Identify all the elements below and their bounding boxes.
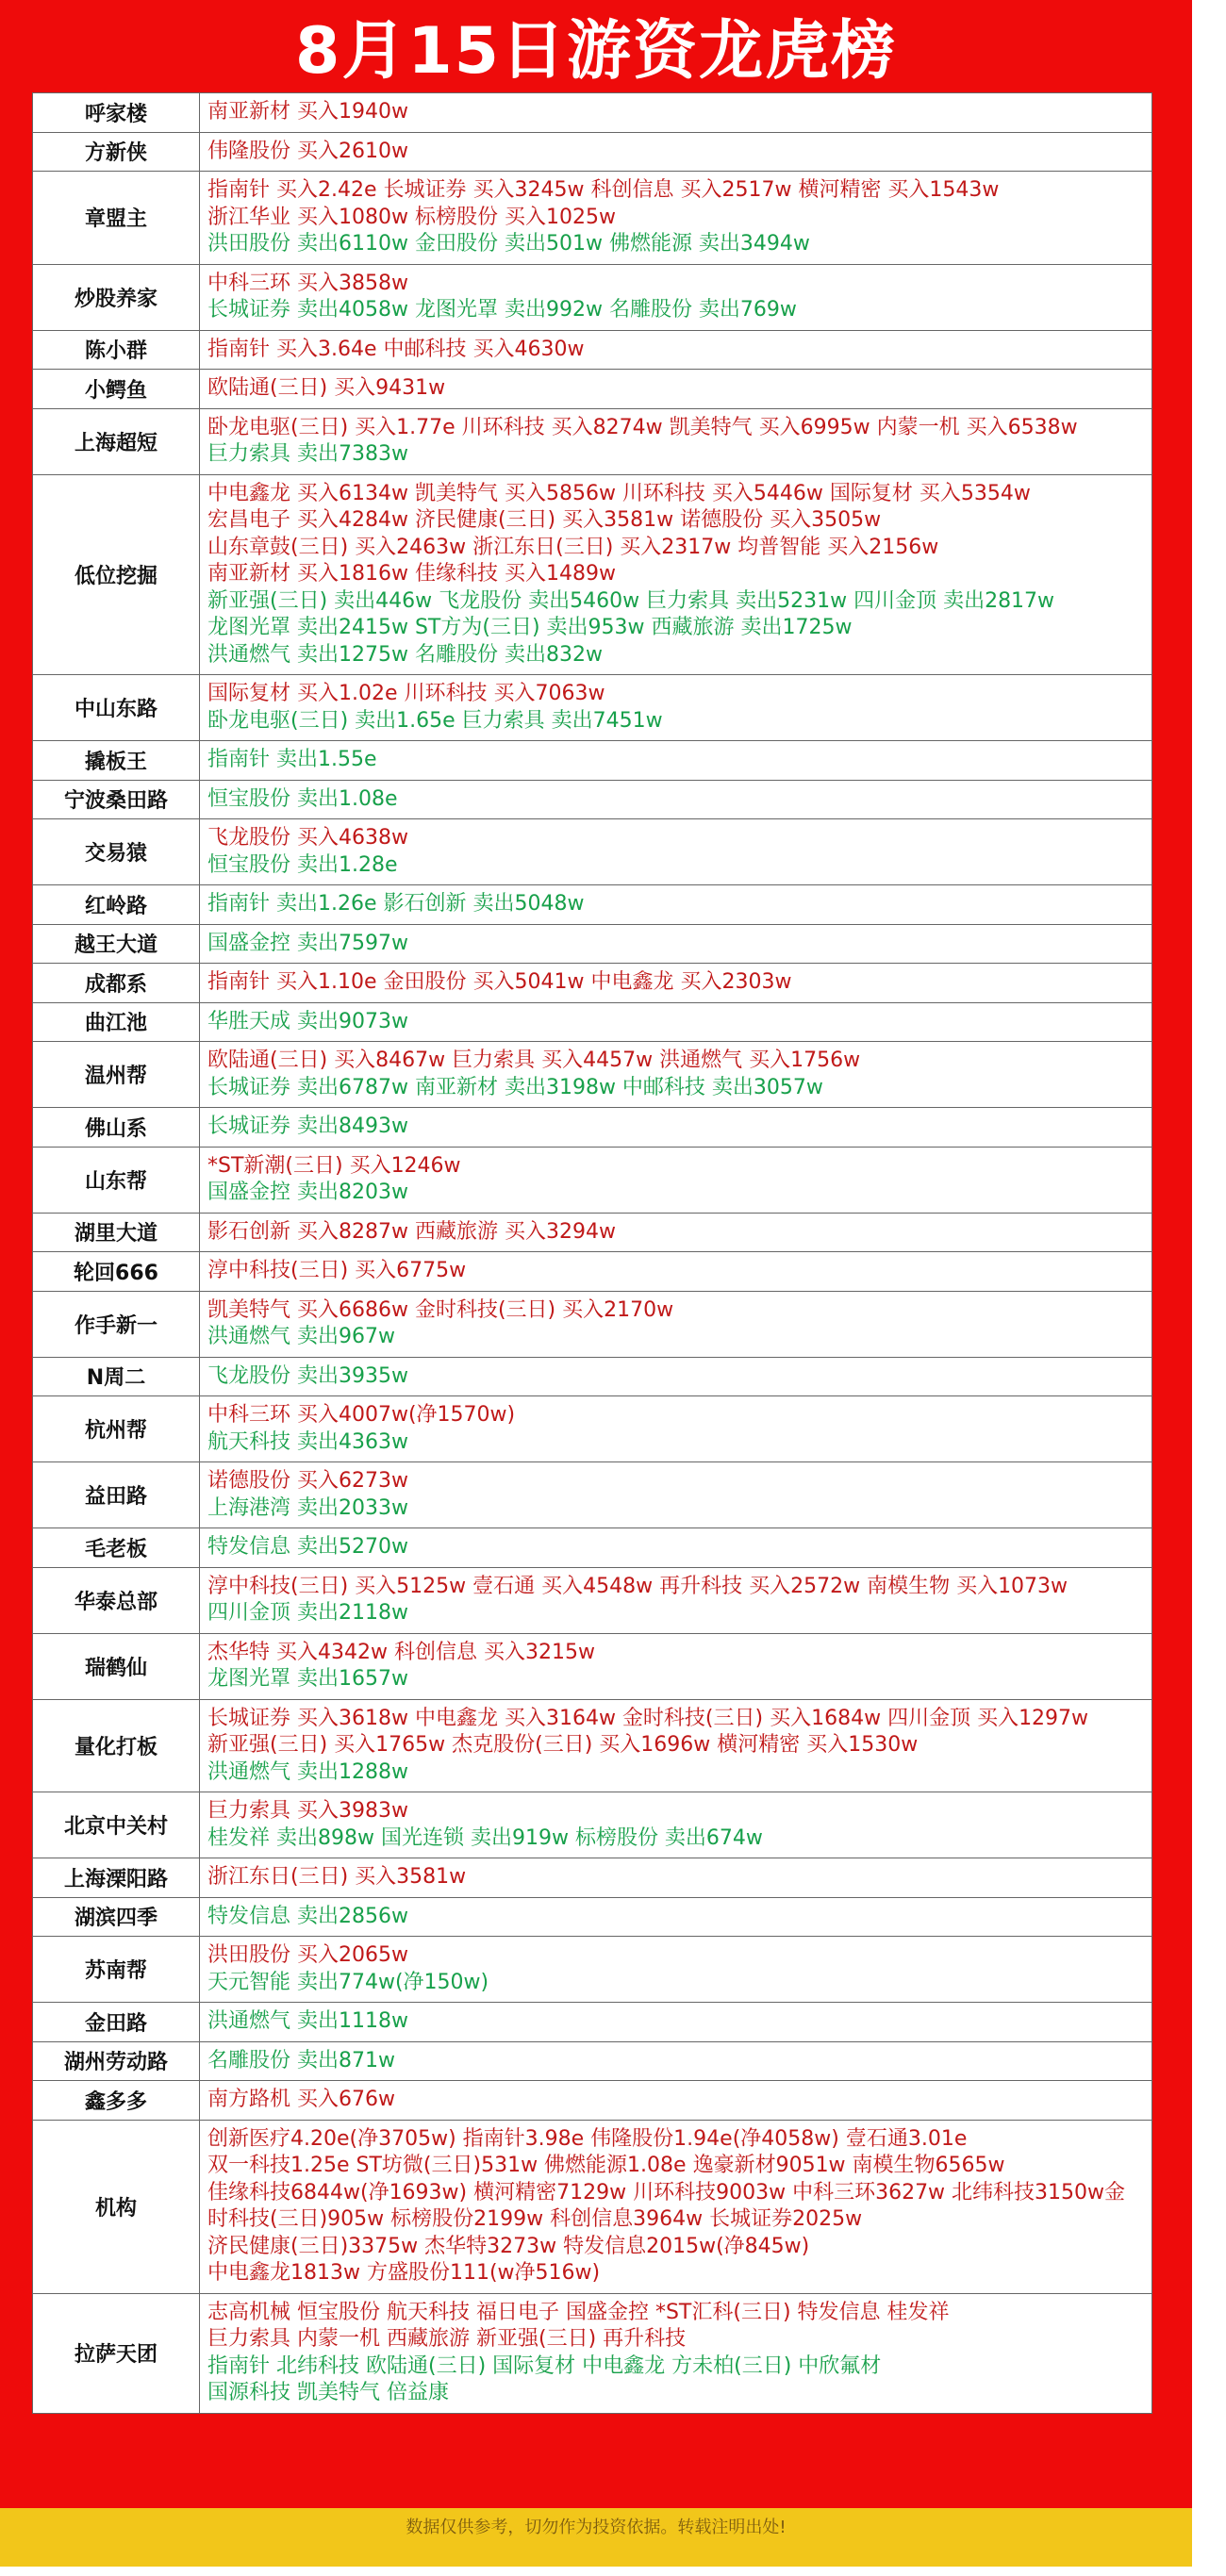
buy-record-line: 济民健康(三日)3375w 杰华特3273w 特发信息2015w(净845w): [207, 2234, 810, 2258]
trader-name: N周二: [33, 1357, 200, 1396]
trade-records: [200, 819, 1152, 885]
trader-name: 湖州劳动路: [33, 2041, 200, 2081]
page-title: 8月15日游资龙虎榜: [295, 13, 897, 89]
buy-record-line: 中电鑫龙 买入6134w 凯美特气 买入5856w 川环科技 买入5446w 国际复材 买入5354w: [207, 481, 1031, 505]
table-row: [33, 1937, 1152, 2003]
trade-records: [200, 1937, 1152, 2003]
buy-record-line: 指南针 买入2.42e 长城证券 买入3245w 科创信息 买入2517w 横河精密 买入1543w: [207, 178, 1000, 202]
trade-records: [200, 408, 1152, 474]
sell-record-line: 航天科技 卖出4363w: [207, 1429, 408, 1454]
sell-record-line: 指南针 北纬科技 欧陆通(三日) 国际复材 中电鑫龙 方未柏(三日) 中欣氟材: [207, 2353, 882, 2378]
sell-record-line: 国盛金控 卖出7597w: [207, 931, 408, 955]
trade-records: [200, 1357, 1152, 1396]
table-row: [33, 93, 1152, 133]
table-row: [33, 1147, 1152, 1213]
bottom-margin: [0, 2567, 1226, 2576]
table-row: [33, 1858, 1152, 1898]
trader-name: 低位挖掘: [33, 474, 200, 675]
buy-record-line: 淳中科技(三日) 买入5125w 壹石通 买入4548w 再升科技 买入2572w 南模生物 买入1073w: [207, 1574, 1069, 1598]
trader-name: 鑫多多: [33, 2081, 200, 2121]
trader-name: 量化打板: [33, 1699, 200, 1792]
trade-records: [200, 474, 1152, 675]
table-row: [33, 1528, 1152, 1568]
trader-name: 温州帮: [33, 1042, 200, 1108]
trade-records: [200, 1002, 1152, 1042]
trader-name: 轮回666: [33, 1252, 200, 1292]
table-row: [33, 2293, 1152, 2413]
sell-record-line: 恒宝股份 卖出1.28e: [207, 852, 398, 877]
trader-name: 章盟主: [33, 172, 200, 265]
buy-record-line: 欧陆通(三日) 买入8467w 巨力索具 买入4457w 洪通燃气 买入1756w: [207, 1049, 861, 1072]
table-row: [33, 1108, 1152, 1148]
trade-records: [200, 1213, 1152, 1252]
table-row: [33, 675, 1152, 741]
sell-record-line: 洪通燃气 卖出1275w 名雕股份 卖出832w: [207, 642, 603, 667]
dragon-tiger-table: [32, 92, 1152, 2414]
table-row: [33, 1633, 1152, 1699]
table-row: [33, 1213, 1152, 1252]
trade-records: [200, 1699, 1152, 1792]
trade-records: [200, 1108, 1152, 1148]
trade-records: [200, 1252, 1152, 1292]
table-row: [33, 885, 1152, 925]
trader-name: 作手新一: [33, 1291, 200, 1357]
buy-record-line: 双一科技1.25e ST坊微(三日)531w 佛燃能源1.08e 逸豪新材9051w 南模生物6565w: [207, 2154, 1005, 2177]
table-row: [33, 2041, 1152, 2081]
buy-record-line: 时科技(三日)905w 标榜股份2199w 科创信息3964w 长城证券2025w: [207, 2207, 863, 2231]
sell-record-line: 国源科技 凯美特气 倍益康: [207, 2381, 449, 2404]
trader-name: 宁波桑田路: [33, 780, 200, 819]
trader-name: 湖滨四季: [33, 1897, 200, 1937]
trade-records: [200, 2081, 1152, 2121]
table-row: [33, 1042, 1152, 1108]
sell-record-line: 指南针 卖出1.55e: [207, 748, 377, 771]
sell-record-line: 长城证券 卖出6787w 南亚新材 卖出3198w 中邮科技 卖出3057w: [207, 1075, 823, 1099]
sell-record-line: 天元智能 卖出774w(净150w): [207, 1970, 489, 1994]
sell-record-line: 巨力索具 卖出7383w: [207, 442, 408, 466]
table-row: [33, 1792, 1152, 1858]
buy-record-line: 飞龙股份 买入4638w: [207, 826, 408, 850]
trader-name: 中山东路: [33, 675, 200, 741]
trade-records: [200, 2293, 1152, 2413]
trade-records: [200, 330, 1152, 370]
table-row: [33, 1252, 1152, 1292]
table-row: [33, 1897, 1152, 1937]
sell-record-line: 上海港湾 卖出2033w: [207, 1495, 408, 1520]
sell-record-line: 指南针 卖出1.26e 影石创新 卖出5048w: [207, 892, 585, 916]
table-row: [33, 1699, 1152, 1792]
sell-record-line: 恒宝股份 卖出1.08e: [207, 786, 398, 811]
buy-record-line: 新亚强(三日) 买入1765w 杰克股份(三日) 买入1696w 横河精密 买入1530w: [207, 1733, 919, 1757]
sell-record-line: 飞龙股份 卖出3935w: [207, 1363, 408, 1388]
trade-records: [200, 1147, 1152, 1213]
trade-records: [200, 1858, 1152, 1898]
sell-record-line: 长城证券 卖出8493w: [207, 1115, 408, 1138]
sell-record-line: 洪通燃气 卖出967w: [207, 1325, 395, 1348]
trader-name: 小鳄鱼: [33, 370, 200, 409]
trade-records: [200, 132, 1152, 172]
trader-name: 金田路: [33, 2003, 200, 2042]
table-row: [33, 1357, 1152, 1396]
sell-record-line: 龙图光罩 卖出2415w ST方为(三日) 卖出953w 西藏旅游 卖出1725w: [207, 616, 853, 639]
table-row: [33, 172, 1152, 265]
disclaimer-footer: 数据仅供参考，切勿作为投资依据。转载注明出处!: [0, 2508, 1192, 2567]
buy-record-line: 淳中科技(三日) 买入6775w: [207, 1259, 467, 1282]
table-row: [33, 1462, 1152, 1528]
trade-records: [200, 1897, 1152, 1937]
right-margin: [1192, 0, 1226, 2576]
buy-record-line: 中科三环 买入3858w: [207, 271, 408, 295]
sell-record-line: 特发信息 卖出5270w: [207, 1535, 408, 1559]
trade-records: [200, 1462, 1152, 1528]
buy-record-line: 长城证券 买入3618w 中电鑫龙 买入3164w 金时科技(三日) 买入1684w 四川金顶 买入1297w: [207, 1706, 1089, 1730]
sell-record-line: 洪通燃气 卖出1118w: [207, 2009, 408, 2033]
buy-record-line: 指南针 买入3.64e 中邮科技 买入4630w: [207, 337, 585, 361]
sell-record-line: 四川金顶 卖出2118w: [207, 1601, 408, 1625]
trader-name: 湖里大道: [33, 1213, 200, 1252]
buy-record-line: 浙江东日(三日) 买入3581w: [207, 1865, 467, 1889]
buy-record-line: 创新医疗4.20e(净3705w) 指南针3.98e 伟隆股份1.94e(净4058w) 壹石通3.01e: [207, 2126, 968, 2151]
trade-records: [200, 780, 1152, 819]
trade-records: [200, 964, 1152, 1003]
trader-name: 毛老板: [33, 1528, 200, 1568]
buy-record-line: 杰华特 买入4342w 科创信息 买入3215w: [207, 1640, 595, 1664]
buy-record-line: 佳缘科技6844w(净1693w) 横河精密7129w 川环科技9003w 中科三环3627w 北纬科技3150w金: [207, 2180, 1126, 2204]
trader-name: 上海溧阳路: [33, 1858, 200, 1898]
trade-records: [200, 1528, 1152, 1568]
trader-name: 杭州帮: [33, 1396, 200, 1462]
buy-record-line: 诺德股份 买入6273w: [207, 1469, 408, 1493]
table-row: [33, 964, 1152, 1003]
trade-records: [200, 2003, 1152, 2042]
table-row: [33, 264, 1152, 330]
buy-record-line: 南亚新材 买入1816w 佳缘科技 买入1489w: [207, 562, 616, 586]
buy-record-line: 凯美特气 买入6686w 金时科技(三日) 买入2170w: [207, 1297, 674, 1322]
trader-name: 北京中关村: [33, 1792, 200, 1858]
table-row: [33, 780, 1152, 819]
table-row: [33, 1396, 1152, 1462]
trade-records: [200, 1567, 1152, 1633]
sell-record-line: 名雕股份 卖出871w: [207, 2048, 395, 2072]
table-row: [33, 330, 1152, 370]
sell-record-line: 国盛金控 卖出8203w: [207, 1181, 408, 1204]
trade-records: [200, 2041, 1152, 2081]
buy-record-line: 国际复材 买入1.02e 川环科技 买入7063w: [207, 682, 605, 705]
buy-record-line: 宏昌电子 买入4284w 济民健康(三日) 买入3581w 诺德股份 买入3505w: [207, 508, 882, 532]
buy-record-line: 影石创新 买入8287w 西藏旅游 买入3294w: [207, 1219, 616, 1244]
buy-record-line: 伟隆股份 买入2610w: [207, 139, 408, 163]
sell-record-line: 洪田股份 卖出6110w 金田股份 卖出501w 佛燃能源 卖出3494w: [207, 232, 810, 256]
trader-name: 机构: [33, 2120, 200, 2293]
buy-record-line: 欧陆通(三日) 买入9431w: [207, 376, 446, 400]
buy-record-line: 洪田股份 买入2065w: [207, 1943, 408, 1967]
trader-name: 呼家楼: [33, 93, 200, 133]
trader-name: 交易猿: [33, 819, 200, 885]
trader-name: 陈小群: [33, 330, 200, 370]
buy-record-line: 巨力索具 内蒙一机 西藏旅游 新亚强(三日) 再升科技: [207, 2327, 687, 2351]
table-row: [33, 924, 1152, 964]
trader-name: 上海超短: [33, 408, 200, 474]
trader-name: 佛山系: [33, 1108, 200, 1148]
buy-record-line: 卧龙电驱(三日) 买入1.77e 川环科技 买入8274w 凯美特气 买入6995w 内蒙一机 买入6538w: [207, 415, 1078, 439]
table-row: [33, 2081, 1152, 2121]
buy-record-line: 志高机械 恒宝股份 航天科技 福日电子 国盛金控 *ST汇科(三日) 特发信息 桂发祥: [207, 2300, 950, 2324]
sell-record-line: 长城证券 卖出4058w 龙图光罩 卖出992w 名雕股份 卖出769w: [207, 298, 797, 322]
trader-name: 撬板王: [33, 741, 200, 781]
trader-name: 成都系: [33, 964, 200, 1003]
buy-record-line: *ST新潮(三日) 买入1246w: [207, 1153, 461, 1178]
sell-record-line: 洪通燃气 卖出1288w: [207, 1759, 408, 1784]
sell-record-line: 卧龙电驱(三日) 卖出1.65e 巨力索具 卖出7451w: [207, 708, 663, 733]
buy-record-line: 指南针 买入1.10e 金田股份 买入5041w 中电鑫龙 买入2303w: [207, 970, 792, 994]
table-row: [33, 474, 1152, 675]
table-row: [33, 741, 1152, 781]
sell-record-line: 华胜天成 卖出9073w: [207, 1009, 408, 1033]
sell-record-line: 桂发祥 卖出898w 国光连锁 卖出919w 标榜股份 卖出674w: [207, 1825, 763, 1850]
sell-record-line: 新亚强(三日) 卖出446w 飞龙股份 卖出5460w 巨力索具 卖出5231w 四川金顶 卖出2817w: [207, 588, 1055, 613]
table-row: [33, 370, 1152, 409]
buy-record-line: 浙江华业 买入1080w 标榜股份 买入1025w: [207, 205, 616, 229]
trader-name: 方新侠: [33, 132, 200, 172]
trader-name: 曲江池: [33, 1002, 200, 1042]
trade-records: [200, 924, 1152, 964]
trade-records: [200, 1042, 1152, 1108]
trade-records: [200, 370, 1152, 409]
table-row: [33, 2003, 1152, 2042]
table-row: [33, 1567, 1152, 1633]
buy-record-line: 中科三环 买入4007w(净1570w): [207, 1403, 516, 1427]
buy-record-line: 南亚新材 买入1940w: [207, 100, 408, 124]
trade-records: [200, 1792, 1152, 1858]
buy-record-line: 巨力索具 买入3983w: [207, 1799, 408, 1823]
trade-records: [200, 1633, 1152, 1699]
table-row: [33, 1291, 1152, 1357]
trade-records: [200, 1291, 1152, 1357]
trader-name: 山东帮: [33, 1147, 200, 1213]
trade-records: [200, 1396, 1152, 1462]
buy-record-line: 山东章鼓(三日) 买入2463w 浙江东日(三日) 买入2317w 均普智能 买入2156w: [207, 535, 939, 559]
trader-name: 瑞鹤仙: [33, 1633, 200, 1699]
trader-name: 苏南帮: [33, 1937, 200, 2003]
table-row: [33, 408, 1152, 474]
sell-record-line: 特发信息 卖出2856w: [207, 1904, 408, 1928]
sell-record-line: 龙图光罩 卖出1657w: [207, 1667, 408, 1691]
trader-name: 华泰总部: [33, 1567, 200, 1633]
trade-records: [200, 264, 1152, 330]
trader-name: 越王大道: [33, 924, 200, 964]
trade-records: [200, 741, 1152, 781]
buy-record-line: 南方路机 买入676w: [207, 2088, 395, 2111]
table-row: [33, 2120, 1152, 2293]
trade-records: [200, 172, 1152, 265]
table-row: [33, 819, 1152, 885]
trader-name: 拉萨天团: [33, 2293, 200, 2413]
trader-name: 益田路: [33, 1462, 200, 1528]
table-row: [33, 1002, 1152, 1042]
trader-name: 红岭路: [33, 885, 200, 925]
trade-records: [200, 2120, 1152, 2293]
table-row: [33, 132, 1152, 172]
trader-name: 炒股养家: [33, 264, 200, 330]
trade-records: [200, 93, 1152, 133]
trade-records: [200, 885, 1152, 925]
trade-records: [200, 675, 1152, 741]
buy-record-line: 中电鑫龙1813w 方盛股份111(w净516w): [207, 2261, 601, 2285]
